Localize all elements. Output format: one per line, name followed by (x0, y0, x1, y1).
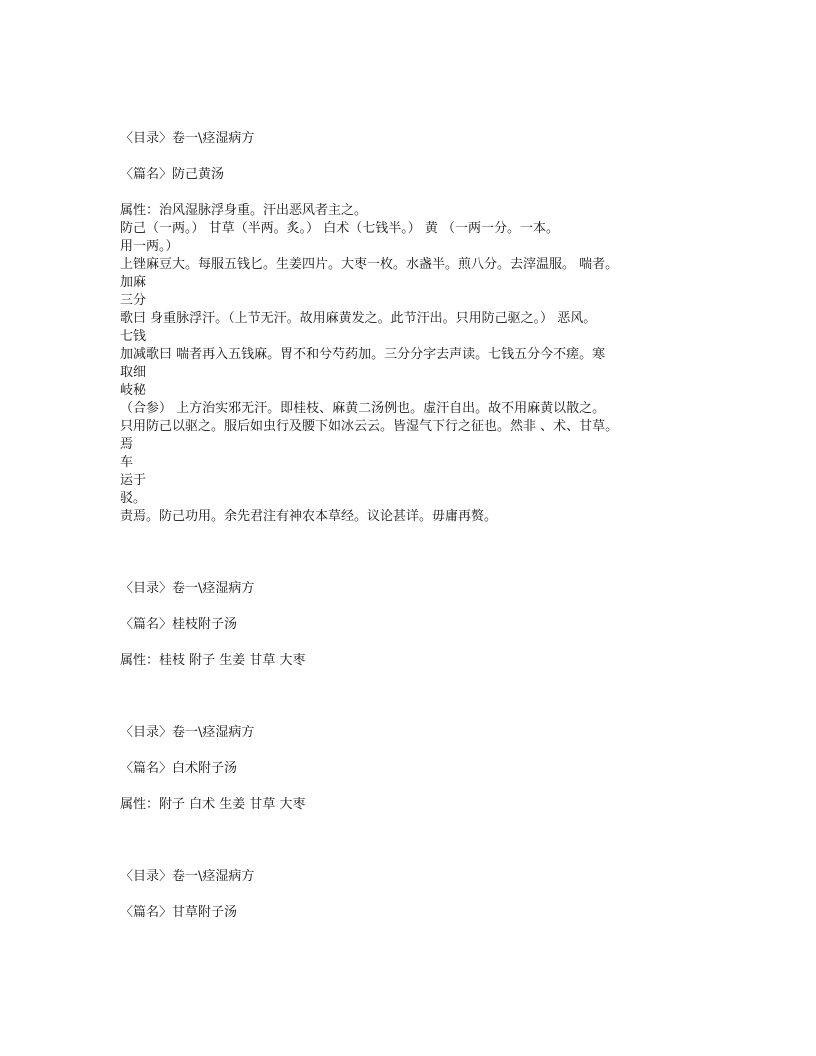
body-line: 上锉麻豆大。每服五钱匕。生姜四片。大枣一枚。水盏半。煎八分。去滓温服。 喘者。 (120, 257, 619, 272)
body-line: 责焉。防己功用。余先君注有神农本草经。议论甚详。毋庸再赘。 (120, 509, 498, 524)
body-line: 车 (120, 455, 134, 470)
body-line: 七钱 (120, 329, 147, 344)
body-line: 焉 (120, 437, 134, 452)
body-line: 防己（一两。） 甘草（半两。炙。） 白术（七钱半。） 黄 （一两一分。一本。 (120, 221, 560, 236)
body-line: 歌曰 身重脉浮汗。（上节无汗。故用麻黄发之。此节汗出。只用防己驱之。） 恶风。 (120, 311, 597, 326)
body-line: 用一两。） (120, 239, 179, 254)
body-line: 取细 (120, 365, 147, 380)
catalog-line: 〈目录〉卷一\痉湿病方 (120, 131, 255, 146)
body-line: 属性：桂枝 附子 生姜 甘草 大枣 (120, 653, 306, 668)
catalog-line: 〈目录〉卷一\痉湿病方 (120, 581, 255, 596)
section-title: 〈篇名〉防己黄汤 (120, 167, 225, 182)
body-line: 属性：治风湿脉浮身重。汗出恶风者主之。 (120, 203, 368, 218)
body-line: 加麻 (120, 275, 147, 290)
section-title: 〈篇名〉甘草附子汤 (120, 905, 238, 920)
catalog-line: 〈目录〉卷一\痉湿病方 (120, 725, 255, 740)
body-line: 三分 (120, 293, 147, 308)
body-line: 加减歌曰 喘者再入五钱麻。胃不和兮芍药加。三分分字去声读。七钱五分今不瘥。寒 (120, 347, 606, 362)
body-line: 岐秘 (120, 383, 147, 398)
section-title: 〈篇名〉桂枝附子汤 (120, 617, 238, 632)
body-line: 属性：附子 白术 生姜 甘草 大枣 (120, 797, 306, 812)
body-line: 只用防己以驱之。服后如虫行及腰下如冰云云。皆湿气下行之征也。然非 、术、甘草。 (120, 419, 619, 434)
body-line: 驳。 (120, 491, 147, 506)
section-title: 〈篇名〉白术附子汤 (120, 761, 238, 776)
catalog-line: 〈目录〉卷一\痉湿病方 (120, 869, 255, 884)
body-line: 运于 (120, 473, 147, 488)
document-page (120, 130, 680, 922)
body-line: （合参） 上方治实邪无汗。即桂枝、麻黄二汤例也。虚汗自出。故不用麻黄以散之。 (120, 401, 606, 416)
